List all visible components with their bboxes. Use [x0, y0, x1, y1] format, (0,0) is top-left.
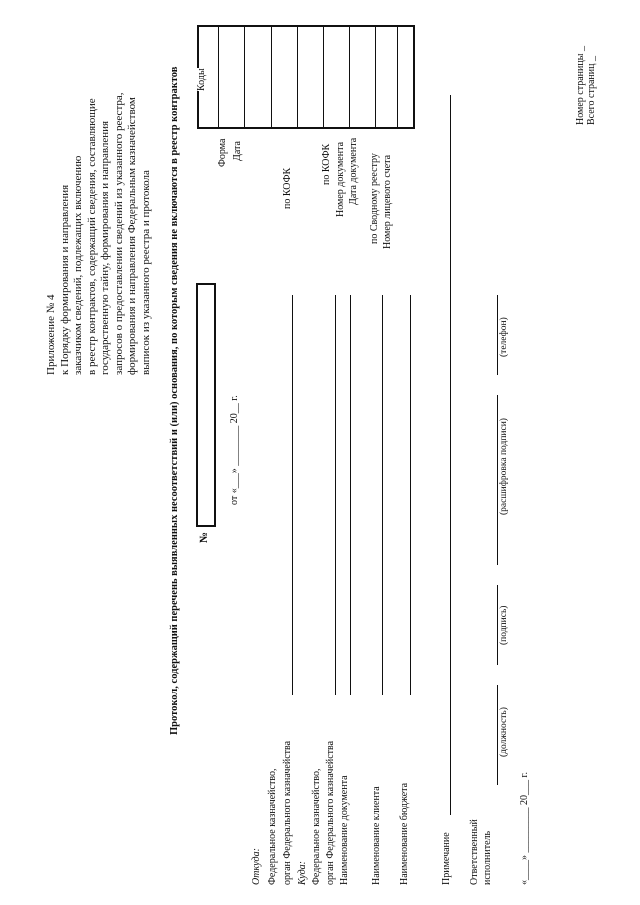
code-label-doc-date: Дата документа	[348, 137, 359, 205]
protocol-title: Протокол, содержащий перечень выявленных несоответствий и (или) основания, по которым сведения не включаются в реестр контрактов	[169, 66, 180, 735]
code-label-account-number: Номер лицевого счета	[382, 154, 393, 249]
codes-table	[197, 25, 415, 129]
signature-caption: (подпись)	[499, 605, 509, 645]
page-info	[575, 46, 597, 125]
client-name-label: Наименование клиента	[371, 786, 382, 885]
appendix-line: формирования и направления Федеральным казначейством	[126, 97, 138, 375]
to-body: Федеральное казначейство,	[311, 768, 322, 885]
executor-label: исполнитель	[482, 830, 493, 885]
appendix-title: Приложение № 4	[45, 294, 57, 375]
page-number: Номер страницы _	[575, 46, 586, 125]
document-number-field[interactable]	[196, 283, 216, 527]
appendix-line: заказчиком сведений, подлежащих включению	[72, 155, 84, 375]
from-field-line[interactable]	[292, 295, 293, 695]
code-label-summary-registry: по Сводному реестру	[369, 153, 380, 244]
codes-row	[397, 27, 398, 127]
budget-name-label: Наименование бюджета	[399, 782, 410, 885]
position-caption: (должность)	[499, 707, 509, 757]
signature-field-line[interactable]	[497, 585, 498, 665]
code-label-form: Форма	[217, 138, 228, 167]
phone-caption: (телефон)	[499, 317, 509, 357]
codes-row	[271, 27, 272, 127]
protocol-date: от «___» ________ 20__ г.	[229, 395, 240, 505]
responsible-label: Ответственный	[469, 819, 480, 885]
code-label-kofk-from: по КОФК	[282, 167, 293, 209]
position-field-line[interactable]	[497, 685, 498, 785]
total-pages: Всего страниц _	[586, 56, 597, 125]
appendix-line: к Порядку формирования и направления	[58, 184, 71, 375]
decode-field-line[interactable]	[497, 395, 498, 565]
decode-caption: (расшифровка подписи)	[499, 418, 509, 515]
phone-field-line[interactable]	[497, 295, 498, 375]
budget-field-line[interactable]	[410, 295, 411, 695]
from-label: Откуда:	[251, 848, 262, 885]
appendix-line: запросов о предоставлении сведений из указанного реестра,	[112, 92, 125, 375]
codes-row	[297, 27, 298, 127]
codes-header: Коды	[196, 68, 207, 91]
to-label: Куда:	[297, 860, 308, 885]
code-label-doc-number: Номер документа	[335, 141, 346, 217]
codes-row	[244, 27, 245, 127]
appendix-block	[45, 92, 153, 375]
codes-row	[349, 27, 350, 127]
note-field-line[interactable]	[450, 95, 451, 815]
to-field-line[interactable]	[335, 295, 336, 695]
codes-row	[323, 27, 324, 127]
doc-name-field-line[interactable]	[350, 295, 351, 695]
codes-row	[218, 27, 219, 127]
from-body2: орган Федерального казначейства	[282, 740, 293, 885]
appendix-line: государственную тайну, формирования и направления	[99, 120, 111, 375]
client-field-line[interactable]	[382, 295, 383, 695]
codes-row	[375, 27, 376, 127]
signature-date: «____» _________ 20___ г.	[519, 772, 530, 885]
doc-name-label: Наименование документа	[339, 775, 350, 885]
code-label-date: Дата	[232, 141, 243, 161]
appendix-line: выписок из указанного реестра и протокола	[139, 170, 152, 375]
to-body2: орган Федерального казначейства	[325, 740, 336, 885]
from-body: Федеральное казначейство,	[267, 768, 278, 885]
code-label-kofk-to: по КОФК	[321, 143, 332, 185]
appendix-line: в реестр контрактов, содержащий сведения, составляющие	[85, 98, 98, 375]
number-label: №	[198, 531, 210, 543]
note-label: Примечание	[441, 832, 452, 885]
